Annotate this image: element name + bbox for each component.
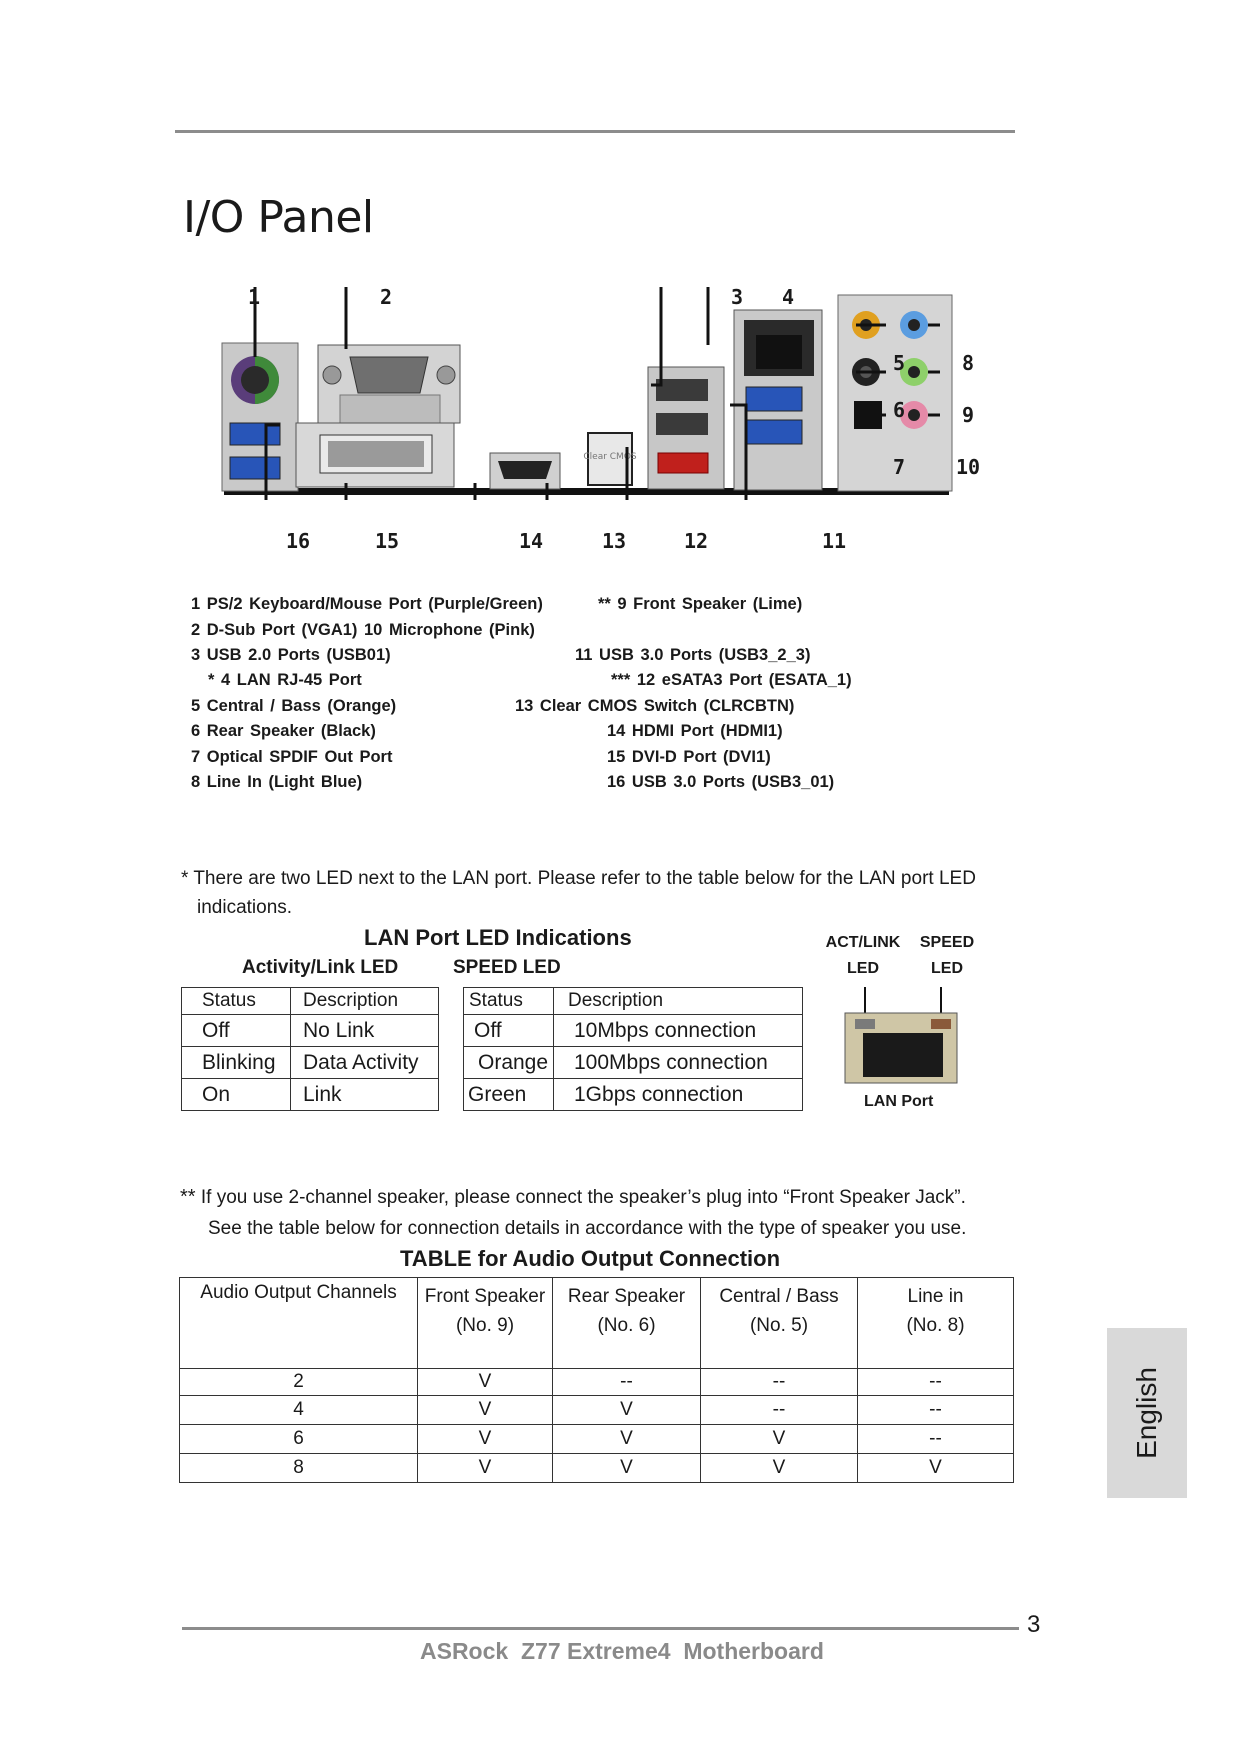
speed-col-description: Description xyxy=(554,988,803,1015)
audio-cell: V xyxy=(418,1369,553,1396)
audio-cell: -- xyxy=(553,1369,701,1396)
legend-item-6: 6 Rear Speaker (Black) xyxy=(191,722,376,740)
legend-item-16: 16 USB 3.0 Ports (USB3_01) xyxy=(607,773,835,791)
act-link-led-label xyxy=(823,930,903,982)
speed-description: 1Gbps connection xyxy=(554,1079,803,1111)
activity-description: Data Activity xyxy=(291,1047,439,1079)
speed-label-line2: LED xyxy=(931,960,963,977)
callout-10: 10 xyxy=(956,455,981,479)
audio-cell: 6 xyxy=(180,1425,418,1454)
speed-led-label xyxy=(911,930,983,982)
speed-led-table xyxy=(463,987,803,1111)
vga-port-drawing xyxy=(318,345,460,425)
callout-16: 16 xyxy=(286,529,311,553)
audio-cell: V xyxy=(701,1454,858,1483)
legend-item-14: 14 HDMI Port (HDMI1) xyxy=(607,722,783,740)
lan-note-line2: indications. xyxy=(197,897,293,918)
activity-description: No Link xyxy=(291,1015,439,1047)
legend-item-9: ** 9 Front Speaker (Lime) xyxy=(598,595,803,613)
activity-led-header: Activity/Link LED xyxy=(242,957,399,978)
activity-col-status: Status xyxy=(182,988,291,1015)
legend-item-7: 7 Optical SPDIF Out Port xyxy=(191,748,393,766)
lan-note-line1: * There are two LED next to the LAN port. Please refer to the table below for the LAN port LED xyxy=(181,868,976,889)
callout-7: 7 xyxy=(893,455,906,479)
act-link-label-line1: ACT/LINK xyxy=(825,934,901,951)
speed-status: Off xyxy=(464,1015,554,1047)
act-link-led xyxy=(855,1019,875,1029)
audio-cell: -- xyxy=(858,1369,1014,1396)
callout-15: 15 xyxy=(375,529,400,553)
page-number: 3 xyxy=(1027,1611,1041,1638)
ps2-usb-stack xyxy=(222,343,298,491)
audio-cell: 4 xyxy=(180,1396,418,1425)
audio-note-marker: ** xyxy=(180,1186,196,1208)
activity-status: Blinking xyxy=(182,1047,291,1079)
speed-led-header: SPEED LED xyxy=(453,957,561,978)
clear-cmos-drawing xyxy=(583,433,637,485)
audio-note-line2: See the table below for connection details in accordance with the type of speaker you use. xyxy=(208,1218,967,1239)
audio-cell: -- xyxy=(858,1425,1014,1454)
legend-item-1: 1 PS/2 Keyboard/Mouse Port (Purple/Green) xyxy=(191,595,543,613)
audio-col-linein-no: (No. 8) xyxy=(906,1315,965,1336)
audio-output-table xyxy=(179,1277,1014,1483)
audio-cell: -- xyxy=(858,1396,1014,1425)
lan-port-caption: LAN Port xyxy=(864,1093,934,1110)
audio-cell: V xyxy=(418,1425,553,1454)
audio-cell: V xyxy=(553,1396,701,1425)
audio-note-text: If you use 2-channel speaker, please connect the speaker’s plug into “Front Speaker Jack”. xyxy=(195,1187,966,1208)
legend-item-11: 11 USB 3.0 Ports (USB3_2_3) xyxy=(575,646,811,664)
audio-cell: V xyxy=(418,1454,553,1483)
callout-14: 14 xyxy=(519,529,544,553)
callout-5: 5 xyxy=(893,351,906,375)
dvi-port-drawing xyxy=(296,423,454,487)
callout-8: 8 xyxy=(962,351,975,375)
audio-cell: V xyxy=(553,1425,701,1454)
callout-2: 2 xyxy=(380,285,393,309)
legend-item-5: 5 Central / Bass (Orange) xyxy=(191,697,397,715)
callout-9: 9 xyxy=(962,403,975,427)
activity-led-table xyxy=(181,987,439,1111)
legend-item-15: 15 DVI-D Port (DVI1) xyxy=(607,748,771,766)
audio-col-channels: Audio Output Channels xyxy=(200,1282,397,1303)
footer-title: ASRock Z77 Extreme4 Motherboard xyxy=(420,1638,824,1664)
speed-status: Green xyxy=(464,1079,554,1111)
audio-header-rear xyxy=(553,1278,701,1369)
legend-item-12: *** 12 eSATA3 Port (ESATA_1) xyxy=(611,671,852,689)
audio-header-channels xyxy=(180,1278,418,1369)
audio-note-line1 xyxy=(180,1186,966,1209)
audio-header-linein xyxy=(858,1278,1014,1369)
speed-col-status: Status xyxy=(464,988,554,1015)
audio-col-linein: Line in xyxy=(907,1286,964,1307)
legend-item-2: 2 D-Sub Port (VGA1) 10 Microphone (Pink) xyxy=(191,621,535,639)
callout-1: 1 xyxy=(248,285,261,309)
speed-led xyxy=(931,1019,951,1029)
speed-label-line1: SPEED xyxy=(919,934,975,951)
speed-status: Orange xyxy=(464,1047,554,1079)
lan-port-drawing xyxy=(843,985,963,1085)
audio-cell: -- xyxy=(701,1369,858,1396)
bottom-rule xyxy=(182,1627,1019,1630)
audio-col-front-no: (No. 9) xyxy=(455,1315,515,1336)
top-rule xyxy=(175,130,1015,133)
legend-item-3: 3 USB 2.0 Ports (USB01) xyxy=(191,646,391,664)
audio-cell: V xyxy=(418,1396,553,1425)
page-title: I/O Panel xyxy=(183,192,374,243)
lan-table-title: LAN Port LED Indications xyxy=(364,925,632,950)
callout-6: 6 xyxy=(893,398,906,422)
act-link-label-line2: LED xyxy=(847,960,879,977)
audio-cell: V xyxy=(553,1454,701,1483)
audio-cell: 8 xyxy=(180,1454,418,1483)
audio-cell: V xyxy=(858,1454,1014,1483)
cmos-label: Clear CMOS xyxy=(583,452,637,462)
audio-col-rear-no: (No. 6) xyxy=(597,1315,656,1336)
legend-item-8: 8 Line In (Light Blue) xyxy=(191,773,363,791)
legend-item-4: * 4 LAN RJ-45 Port xyxy=(208,671,362,689)
callout-13: 13 xyxy=(602,529,627,553)
audio-header-central xyxy=(701,1278,858,1369)
audio-header-front xyxy=(418,1278,553,1369)
audio-col-central: Central / Bass xyxy=(719,1286,839,1307)
io-panel-diagram xyxy=(200,275,1000,555)
activity-col-description: Description xyxy=(291,988,439,1015)
activity-description: Link xyxy=(291,1079,439,1111)
callout-11: 11 xyxy=(822,529,847,553)
callout-4: 4 xyxy=(782,285,795,309)
activity-status: Off xyxy=(182,1015,291,1047)
speed-description: 100Mbps connection xyxy=(554,1047,803,1079)
audio-col-central-no: (No. 5) xyxy=(749,1315,809,1336)
audio-cell: 2 xyxy=(180,1369,418,1396)
audio-col-front: Front Speaker xyxy=(424,1286,546,1307)
language-side-tab xyxy=(1107,1328,1187,1498)
legend-item-13: 13 Clear CMOS Switch (CLRCBTN) xyxy=(515,697,795,715)
activity-status: On xyxy=(182,1079,291,1111)
hdmi-port-drawing xyxy=(490,453,560,489)
language-label: English xyxy=(1131,1367,1162,1459)
audio-table-title: TABLE for Audio Output Connection xyxy=(400,1246,781,1271)
audio-cell: V xyxy=(701,1425,858,1454)
audio-cell: -- xyxy=(701,1396,858,1425)
audio-col-rear: Rear Speaker xyxy=(567,1286,686,1307)
callout-3: 3 xyxy=(731,285,744,309)
callout-12: 12 xyxy=(684,529,709,553)
speed-description: 10Mbps connection xyxy=(554,1015,803,1047)
